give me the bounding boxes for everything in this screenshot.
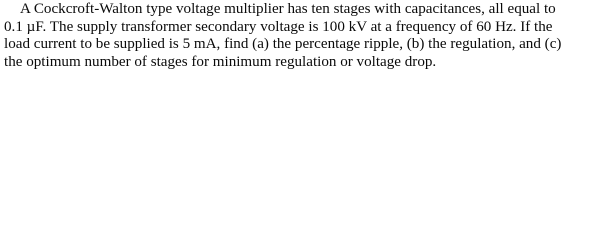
problem-line-2: 0.1 µF. The supply transformer secondary voltage is 100 kV at a frequency of 60 Hz. If the [4, 18, 553, 35]
problem-line-3: load current to be supplied is 5 mA, find (a) the percentage ripple, (b) the regulation, and (c) [4, 36, 562, 52]
problem-line-1: A Cockcroft-Walton type voltage multiplier has ten stages with capacitances, all equal to [20, 1, 556, 17]
problem-line-4: the optimum number of stages for minimum regulation or voltage drop. [4, 53, 437, 70]
problem-statement [4, 1, 592, 71]
